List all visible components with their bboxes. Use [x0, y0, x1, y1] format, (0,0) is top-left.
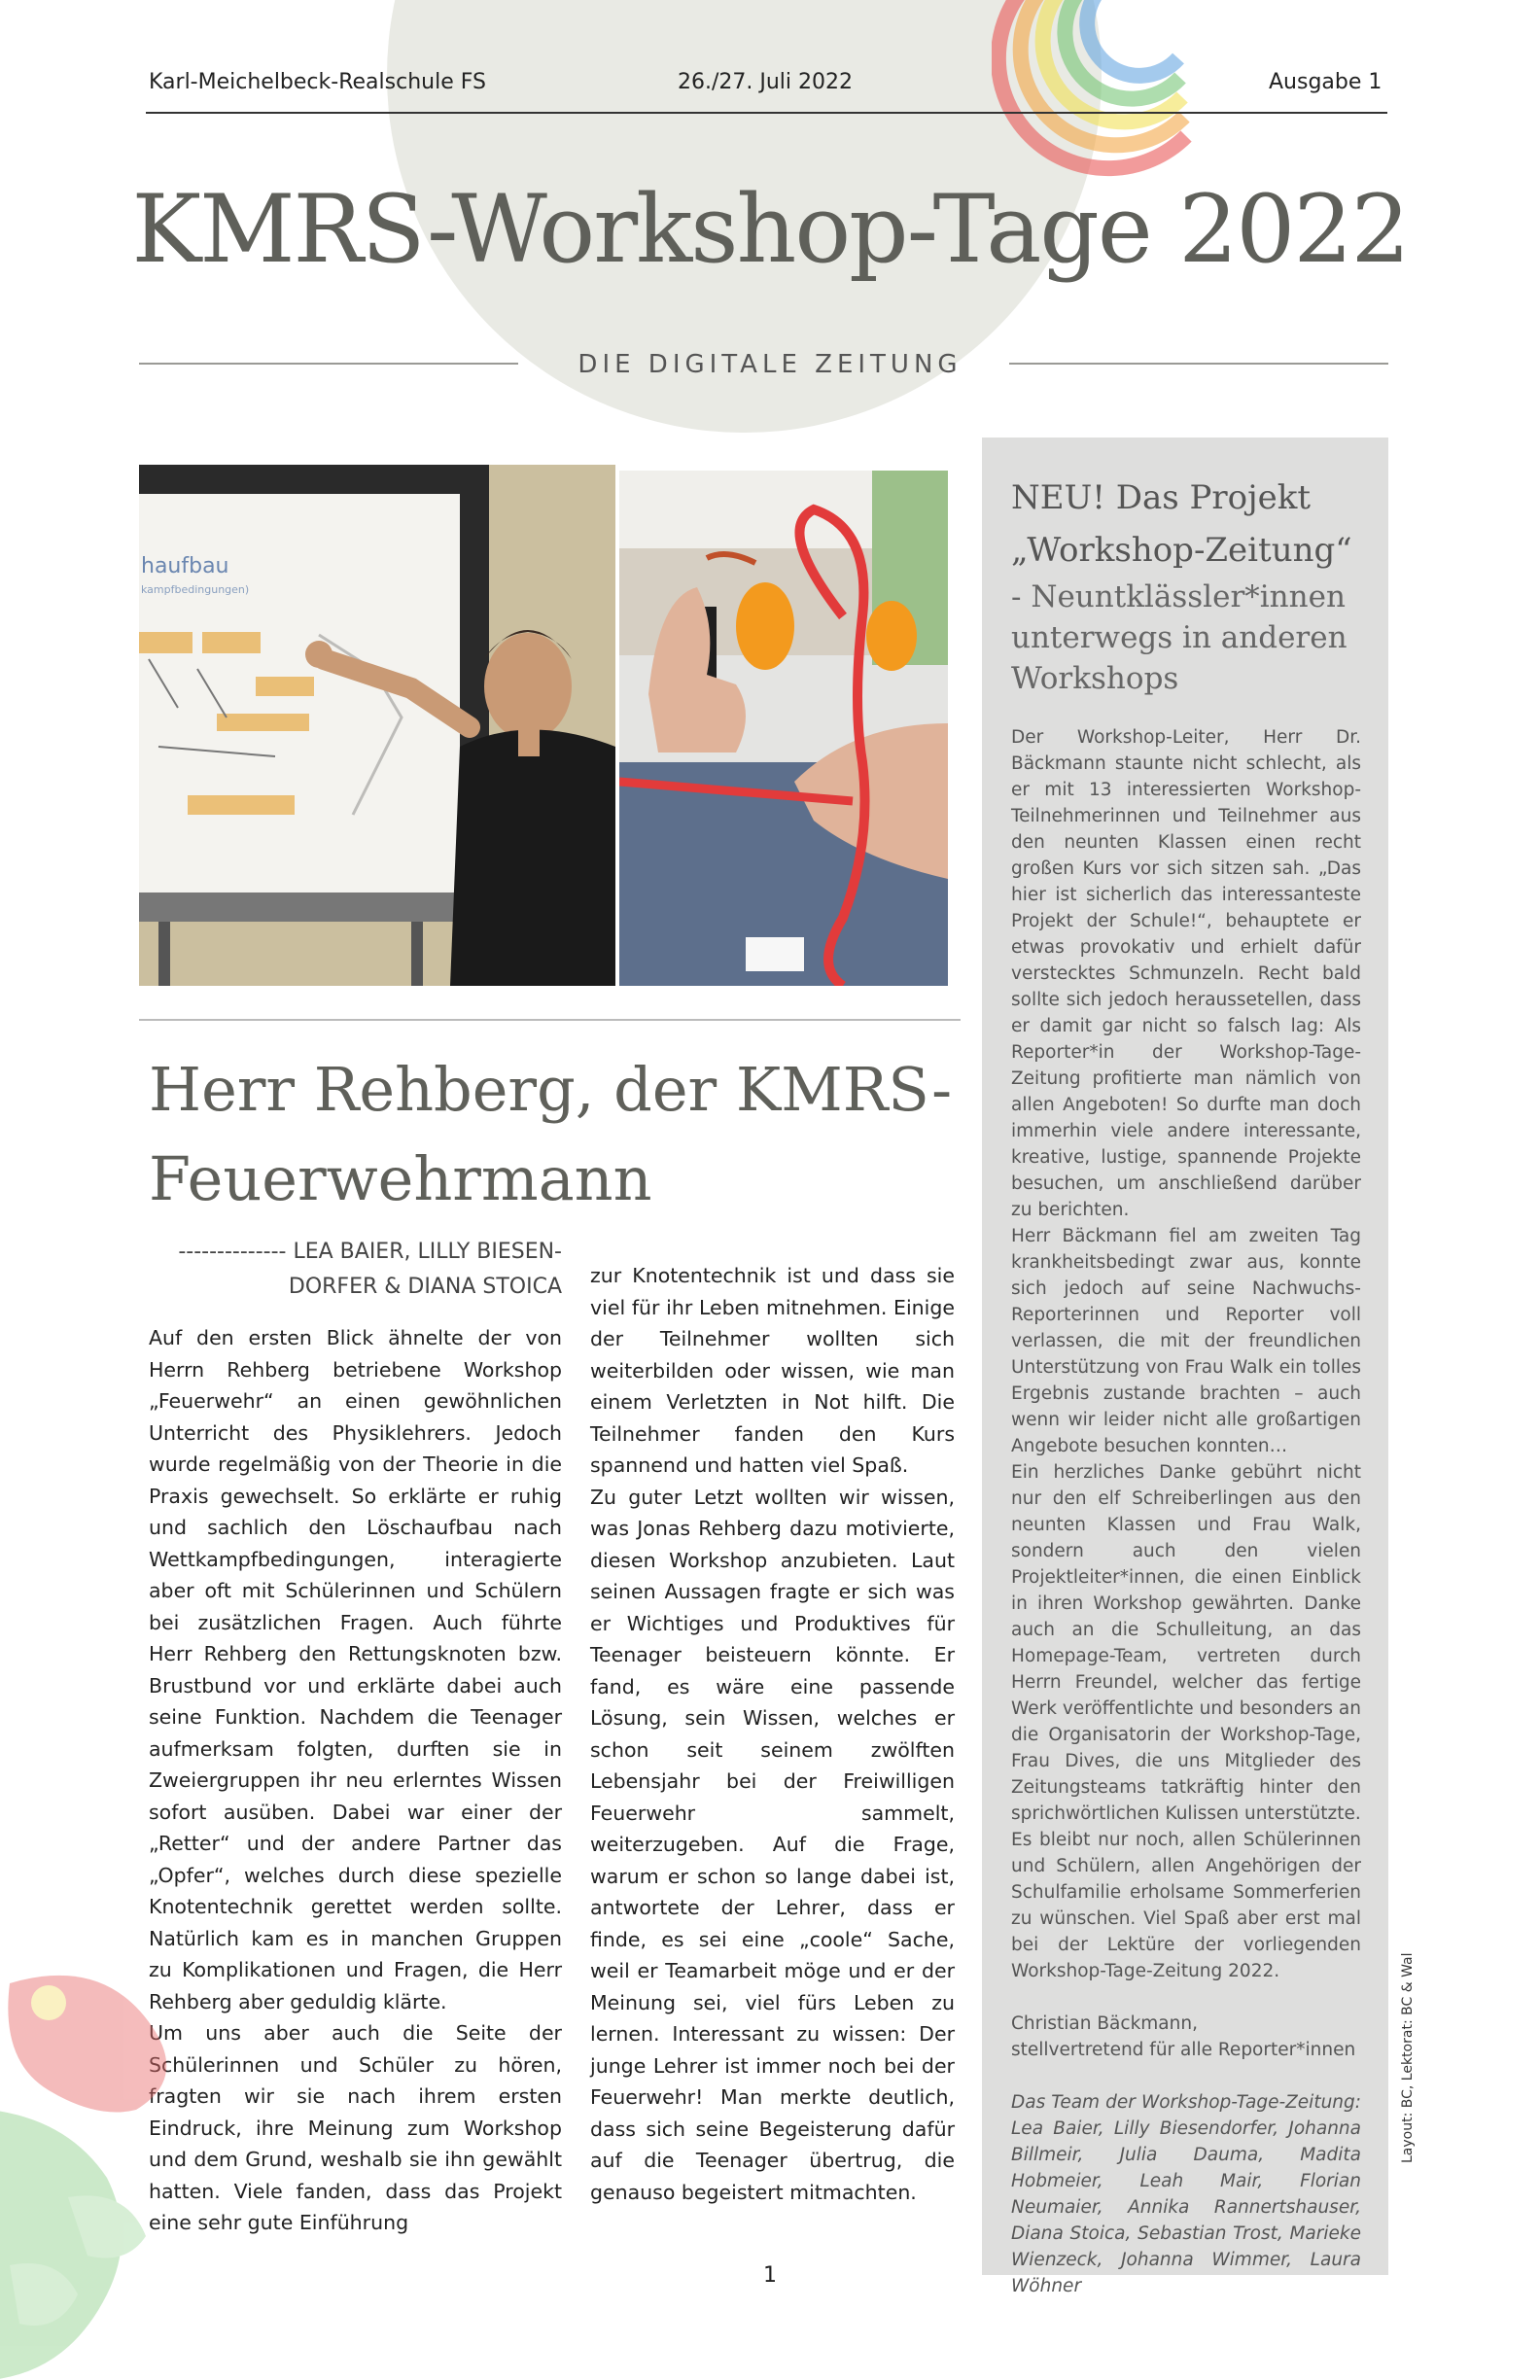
- sidebar-paragraph: Herr Bäckmann fiel am zweiten Tag krankheitsbedingt zwar aus, konnte sich jedoch auf seine Nachwuchs-Reporterinnen und Reporter voll verlassen, die mit der freundlichen Unterstützung von Frau Walk ein tolles Ergebnis zustande brachten – auch wenn wir leider nicht alle großartigen Angebote besuchen konnten…: [1011, 1226, 1361, 1456]
- header-rule: [146, 112, 1387, 114]
- sidebar-heading: [1011, 472, 1371, 699]
- sidebar-paragraph: Ein herzliches Danke gebührt nicht nur den elf Schreiberlingen aus den neunten Klassen und Frau Walk, sondern auch den vielen Projektleiter*innen, die einen Einblick in ihren Workshop gewährten. Danke auch an die Schulleitung, an das Homepage-Team, vertreten durch Herrn Freundel, welcher das fertige Werk veröffentlichte und besonders an die Organisatorin der Workshop-Tage, Frau Dives, die uns Mitglieder des Zeitungsteams tatkräftig hinter den sprichwörtlichen Kulissen unterstützte.: [1011, 1462, 1361, 1824]
- school-name: Karl-Meichelbeck-Realschule FS: [149, 70, 486, 94]
- layout-credits: Layout: BC, Lektorat: BC & Wal: [1400, 1952, 1416, 2163]
- sidebar-subtitle: - Neuntklässler*innen unterwegs in anderen Workshops: [1011, 579, 1348, 696]
- article-top-rule: [139, 1019, 961, 1021]
- dragon-mascot: [0, 1944, 282, 2380]
- photo-presenter: [139, 465, 615, 986]
- page-number: 1: [763, 2263, 777, 2288]
- article-paragraph: Zu guter Letzt wollten wir wissen, was Jonas Rehberg dazu motivierte, diesen Workshop anzubieten. Laut seinen Aussagen fragte er sich was er Wichtiges und Produktives für Teenager beisteuern könnte. Er fand, es wäre eine passende Lösung, sein Wissen, welches er schon seit seinem zwölften Lebensjahr bei der Freiwilligen Feuerwehr sammelt, weiterzugeben. Auf die Frage, warum er schon so lange dabei ist, antwortete der Lehrer, dass er finde, es sei eine „coole“ Sache, weil er Teamarbeit möge und er der Meinung sei, viel fürs Leben zu lernen. Interessant zu wissen: Der junge Lehrer ist immer noch bei der Feuerwehr! Man merkte deutlich, dass sich seine Begeisterung dafür auf die Teenager übertrug, die genauso begeistert mitmachten.: [590, 1485, 955, 2204]
- article-title: Herr Rehberg, der KMRS-Feuerwehrmann: [149, 1054, 953, 1214]
- signature-name: Christian Bäckmann,: [1011, 2013, 1198, 2034]
- masthead-subtitle: DIE DIGITALE ZEITUNG: [578, 350, 962, 379]
- sidebar-paragraph: Der Workshop-Leiter, Herr Dr. Bäckmann staunte nicht schlecht, als er mit 13 interessierten Workshop-Teilnehmerinnen und Teilnehmer aus den neunten Klassen einen recht großen Kurs vor sich sitzen sah. „Das hier ist sicherlich das interessanteste Projekt der Schule!“, behauptete er etwas provokativ und erhielt dafür verstecktes Schmunzeln. Recht bald sollte sich jedoch heraussetellen, dass er damit gar nicht so falsch lag: Als Reporter*in der Workshop-Tage-Zeitung profitierte man nämlich von allen Angeboten! So durfte man doch immerhin viele andere interessante, kreative, lustige, spannende Projekte besuchen, um anschließend darüber zu berichten.: [1011, 727, 1361, 1220]
- article-paragraph: zur Knotentechnik ist und dass sie viel für ihr Leben mitnehmen. Einige der Teilnehmer wollten sich weiterbilden oder wissen, wie man einem Verletzten in Not hilft. Die Teilnehmer fanden den Kurs spannend und hatten viel Spaß.: [590, 1264, 955, 1477]
- sidebar-body: [1011, 724, 1361, 2299]
- photo-knot: [619, 471, 948, 986]
- team-credits: Das Team der Workshop-Tage-Zeitung: Lea Baier, Lilly Biesendorfer, Johanna Billmeir, Julia Dauma, Madita Hobmeier, Leah Mair, Florian Neumaier, Annika Rannertshauser, Diana Stoica, Sebastian Trost, Marieke Wienzeck, Johanna Wimmer, Laura Wöhner: [1011, 2092, 1361, 2296]
- issue-number: Ausgabe 1: [1269, 70, 1382, 94]
- sidebar-paragraph: Es bleibt nur noch, allen Schülerinnen und Schülern, allen Angehörigen der Schulfamilie erholsame Sommerferien zu wünschen. Viel Spaß aber erst mal bei der Lektüre der vorliegenden Workshop-Tage-Zeitung 2022.: [1011, 1830, 1361, 1981]
- sidebar-title: NEU! Das Projekt „Workshop-Zeitung“: [1011, 478, 1352, 570]
- masthead-title: KMRS-Workshop-Tage 2022: [131, 175, 1409, 284]
- signature-block: [1011, 2011, 1361, 2063]
- signature-role: stellvertretend für alle Reporter*innen: [1011, 2040, 1356, 2060]
- article-byline: -------------- LEA BAIER, LILLY BIESEN-DORFER & DIANA STOICA: [178, 1240, 562, 1299]
- article-column-2: [590, 1260, 955, 2208]
- article-paragraph: Um uns aber auch die Seite der Schülerinnen und Schüler zu hören, fragten wir sie nach ihrem ersten Eindruck, ihre Meinung zum Workshop und dem Grund, weshalb sie ihn gewählt hatten. Viele fanden, dass das Projekt eine sehr gute Einführung: [149, 2021, 562, 2234]
- rainbow-graphic: [992, 0, 1225, 194]
- issue-date: 26./27. Juli 2022: [678, 70, 854, 94]
- article-paragraph: Auf den ersten Blick ähnelte der von Herrn Rehberg betriebene Workshop „Feuerwehr“ an einen gewöhnlichen Unterricht des Physiklehrers. Jedoch wurde regelmäßig von der Theorie in die Praxis gewechselt. So erklärte er ruhig und sachlich den Löschaufbau nach Wettkampfbedingungen, interagierte aber oft mit Schülerinnen und Schülern bei zusätzlichen Fragen. Auch führte Herr Rehberg den Rettungsknoten bzw. Brustbund vor und erklärte dabei auch seine Funktion. Nachdem die Teenager aufmerksam folgten, durften sie in Zweiergruppen ihr neu erlerntes Wissen sofort ausüben. Dabei war einer der „Retter“ und der andere Partner das „Opfer“, welches durch diese spezielle Knotentechnik gerettet werden sollte. Natürlich kam es in manchen Gruppen zu Komplikationen und Fragen, die Herr Rehberg aber geduldig klärte.: [149, 1326, 562, 2013]
- slide-subheading: kampfbedingungen): [141, 583, 250, 596]
- slide-heading: haufbau: [141, 554, 229, 578]
